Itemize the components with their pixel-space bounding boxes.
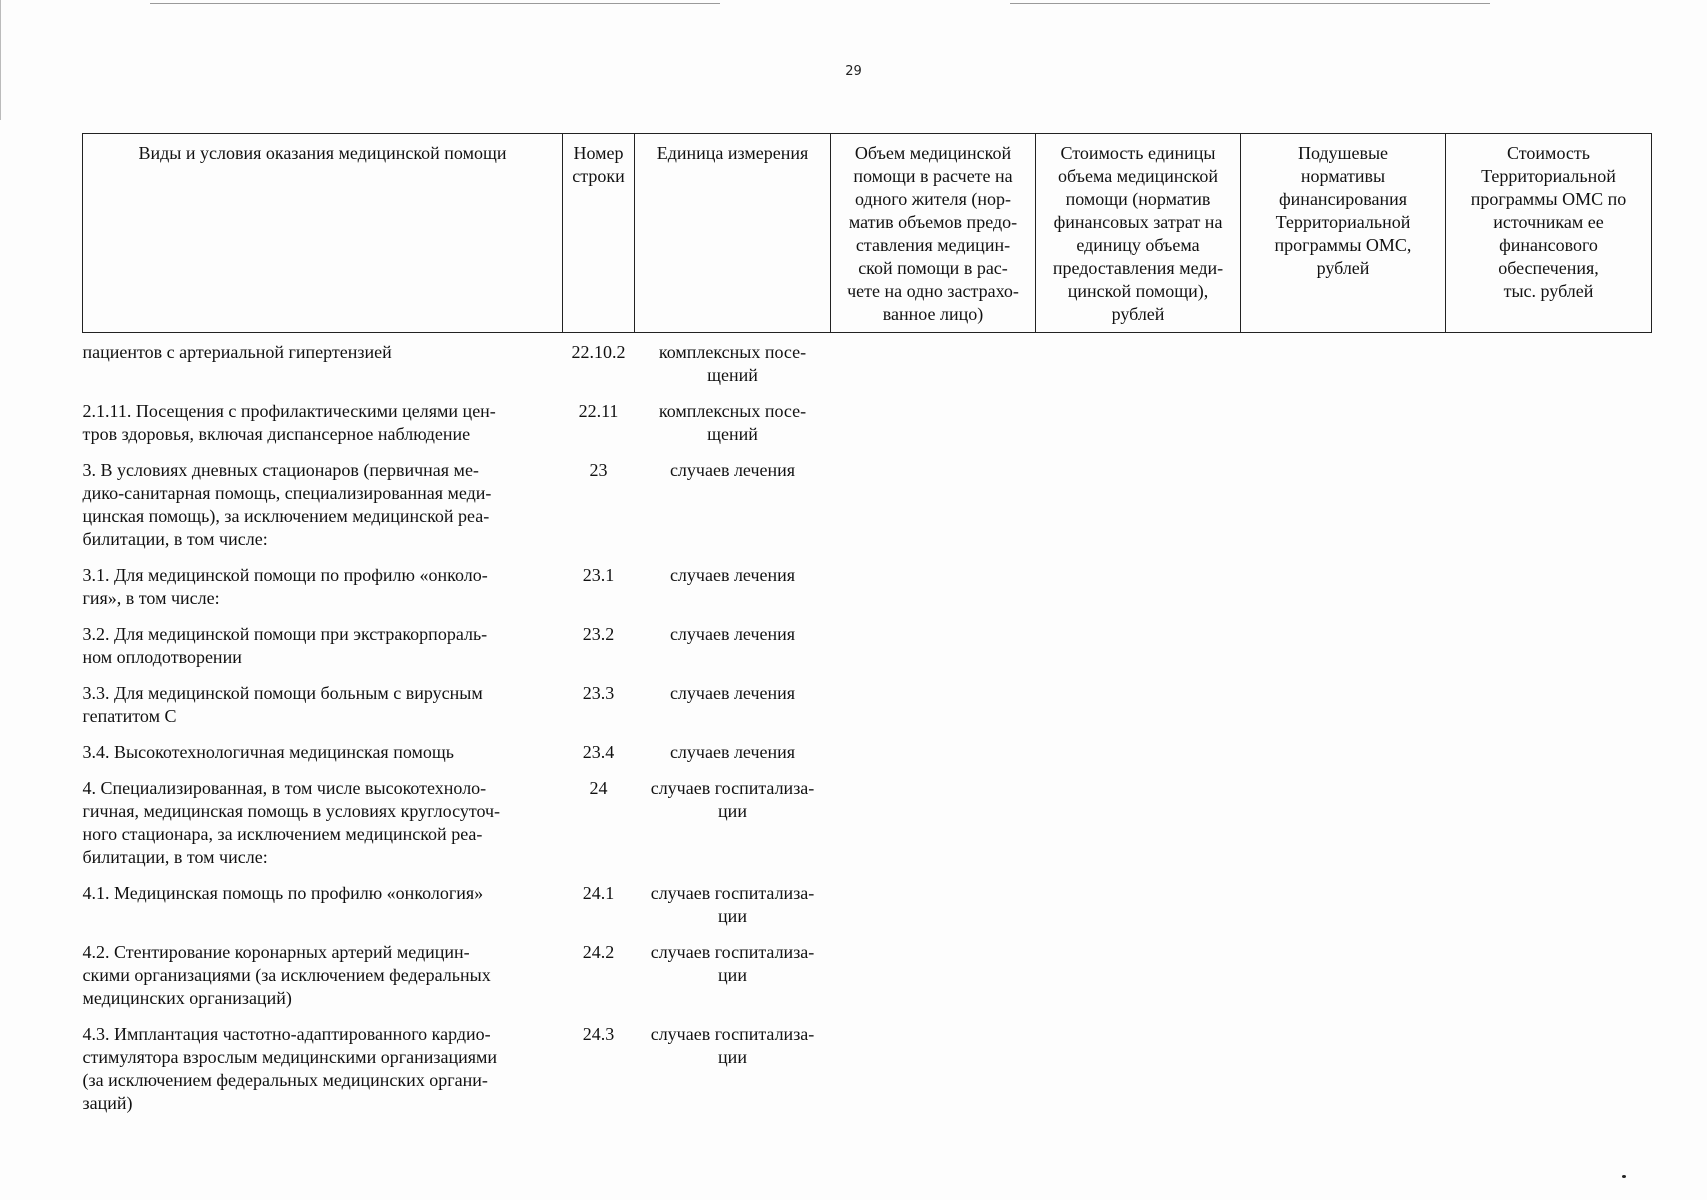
row-volume-cell: [831, 941, 1036, 1023]
row-program-cost-cell: [1446, 777, 1652, 882]
row-per-capita-cell: [1241, 623, 1446, 682]
text-line: помощи (норматив: [1065, 189, 1211, 209]
text-line: предоставления меди-: [1052, 258, 1224, 278]
row-number-cell: 23.2: [582, 624, 615, 644]
text-line: Подушевые: [1297, 143, 1389, 163]
text-line: обеспечения,: [1498, 258, 1599, 278]
row-volume-cell: [831, 459, 1036, 564]
text-line: ции: [718, 965, 747, 985]
row-unit-cell: [635, 333, 831, 401]
row-number-cell: 23.4: [582, 742, 615, 762]
text-line: билитации, в том числе:: [82, 529, 268, 549]
row-name-cell: [83, 682, 563, 741]
text-line: ванное лицо): [882, 304, 984, 324]
row-program-cost-cell: [1446, 1023, 1652, 1128]
row-unit-cost-cell: [1036, 333, 1241, 401]
row-unit-cost-cell: [1036, 777, 1241, 882]
text-line: ном оплодотворении: [82, 647, 242, 667]
table-row: [83, 564, 1652, 623]
text-line: 3.1. Для медицинской помощи по профилю «онколо-: [82, 565, 488, 585]
text-line: комплексных посе-: [658, 342, 807, 362]
text-line: Объем медицинской: [854, 143, 1012, 163]
row-name-cell: [83, 1023, 563, 1128]
text-line: единицу объема: [1076, 235, 1200, 255]
text-line: 3.3. Для медицинской помощи больным с вирусным: [82, 683, 483, 703]
row-volume-cell: [831, 564, 1036, 623]
row-volume-cell: [831, 400, 1036, 459]
row-program-cost-cell: [1446, 741, 1652, 777]
text-line: щений: [707, 424, 758, 444]
text-line: Виды и условия оказания медицинской помощи: [138, 143, 507, 163]
text-line: программы ОМС,: [1274, 235, 1412, 255]
row-per-capita-cell: [1241, 400, 1446, 459]
text-line: тыс. рублей: [1503, 281, 1594, 301]
row-program-cost-cell: [1446, 941, 1652, 1023]
row-unit-cost-cell: [1036, 941, 1241, 1023]
text-line: объема медицинской: [1057, 166, 1219, 186]
text-line: тров здоровья, включая диспансерное наблюдение: [82, 424, 471, 444]
row-unit-cost-cell: [1036, 1023, 1241, 1128]
text-line: 3.4. Высокотехнологичная медицинская помощь: [82, 742, 454, 762]
table-body: [83, 333, 1652, 1129]
text-line: ции: [718, 801, 747, 821]
row-per-capita-cell: [1241, 882, 1446, 941]
row-name-cell: [83, 400, 563, 459]
text-line: Стоимость: [1507, 143, 1590, 163]
row-unit-cell: [635, 941, 831, 1023]
row-unit-cost-cell: [1036, 882, 1241, 941]
text-line: 3.2. Для медицинской помощи при экстракорпораль-: [82, 624, 488, 644]
text-line: ции: [718, 1047, 747, 1067]
text-line: (за исключением федеральных медицинских органи-: [82, 1070, 488, 1090]
text-line: цинская помощь), за исключением медицинской реа-: [82, 506, 490, 526]
table-row: [83, 882, 1652, 941]
row-name-cell: [83, 564, 563, 623]
text-line: финансового: [1499, 235, 1598, 255]
text-line: пациентов с артериальной гипертензией: [82, 342, 392, 362]
row-program-cost-cell: [1446, 882, 1652, 941]
row-per-capita-cell: [1241, 941, 1446, 1023]
table-row: [83, 941, 1652, 1023]
row-unit-cost-cell: [1036, 564, 1241, 623]
text-line: щений: [707, 365, 758, 385]
text-line: гия», в том числе:: [82, 588, 220, 608]
text-line: ции: [718, 906, 747, 926]
table-row: [83, 623, 1652, 682]
row-per-capita-cell: [1241, 459, 1446, 564]
row-program-cost-cell: [1446, 564, 1652, 623]
row-unit-cost-cell: [1036, 682, 1241, 741]
header-unit-cost: [1036, 134, 1241, 333]
text-line: Номер: [573, 143, 624, 163]
text-line: Территориальной: [1481, 166, 1616, 186]
text-line: ской помощи в рас-: [858, 258, 1008, 278]
text-line: финансовых затрат на: [1053, 212, 1223, 232]
row-unit-cell: [635, 741, 831, 777]
text-line: гичная, медицинская помощь в условиях круглосуточ-: [82, 801, 501, 821]
row-number-cell: 24.1: [582, 883, 615, 903]
row-program-cost-cell: [1446, 400, 1652, 459]
row-unit-cost-cell: [1036, 623, 1241, 682]
row-unit-cost-cell: [1036, 741, 1241, 777]
text-line: рублей: [1111, 304, 1165, 324]
scan-line-left-edge: [0, 0, 1, 120]
header-per-capita-norms: [1241, 134, 1446, 333]
text-line: Стоимость единицы: [1060, 143, 1216, 163]
row-volume-cell: [831, 623, 1036, 682]
row-program-cost-cell: [1446, 682, 1652, 741]
row-unit-cell: [635, 777, 831, 882]
table-row: [83, 741, 1652, 777]
scan-speck: [1622, 1175, 1626, 1178]
row-unit-cell: [635, 459, 831, 564]
row-unit-cell: [635, 564, 831, 623]
text-line: Единица измерения: [656, 143, 809, 163]
text-line: случаев лечения: [669, 460, 796, 480]
row-unit-cell: [635, 882, 831, 941]
row-per-capita-cell: [1241, 741, 1446, 777]
scan-line-top-left: [150, 3, 720, 4]
table-header-row: [83, 134, 1652, 333]
text-line: матив объемов предо-: [848, 212, 1018, 232]
table-row: [83, 400, 1652, 459]
row-unit-cell: [635, 682, 831, 741]
row-number-cell: 22.10.2: [571, 342, 626, 362]
text-line: 4.3. Имплантация частотно-адаптированного кардио-: [82, 1024, 491, 1044]
row-name-cell: [83, 777, 563, 882]
table-row: [83, 682, 1652, 741]
row-per-capita-cell: [1241, 682, 1446, 741]
text-line: случаев лечения: [669, 624, 796, 644]
table-row: [83, 333, 1652, 401]
text-line: билитации, в том числе:: [82, 847, 268, 867]
text-line: 3. В условиях дневных стационаров (первичная ме-: [82, 460, 479, 480]
text-line: 4. Специализированная, в том числе высокотехноло-: [82, 778, 487, 798]
text-line: случаев госпитализа-: [650, 778, 815, 798]
text-line: строки: [572, 166, 625, 186]
text-line: случаев лечения: [669, 565, 796, 585]
text-line: случаев госпитализа-: [650, 942, 815, 962]
text-line: случаев лечения: [669, 683, 796, 703]
row-unit-cell: [635, 1023, 831, 1128]
text-line: 4.2. Стентирование коронарных артерий медицин-: [82, 942, 470, 962]
text-line: 2.1.11. Посещения с профилактическими целями цен-: [82, 401, 496, 421]
text-line: комплексных посе-: [658, 401, 807, 421]
text-line: заций): [82, 1093, 133, 1113]
text-line: рублей: [1316, 258, 1370, 278]
table-row: [83, 459, 1652, 564]
table-row: [83, 1023, 1652, 1128]
text-line: скими организациями (за исключением федеральных: [82, 965, 491, 985]
text-line: медицинских организаций): [82, 988, 292, 1008]
row-volume-cell: [831, 741, 1036, 777]
row-per-capita-cell: [1241, 333, 1446, 401]
row-name-cell: [83, 741, 563, 777]
row-name-cell: [83, 333, 563, 401]
text-line: случаев госпитализа-: [650, 1024, 815, 1044]
table-row: [83, 777, 1652, 882]
row-name-cell: [83, 623, 563, 682]
row-volume-cell: [831, 333, 1036, 401]
row-volume-cell: [831, 777, 1036, 882]
header-row-number: [563, 134, 635, 333]
row-number-cell: 24.3: [582, 1024, 615, 1044]
row-name-cell: [83, 882, 563, 941]
row-name-cell: [83, 941, 563, 1023]
text-line: помощи в расчете на: [853, 166, 1013, 186]
row-program-cost-cell: [1446, 459, 1652, 564]
row-number-cell: 23.3: [582, 683, 615, 703]
text-line: случаев лечения: [669, 742, 796, 762]
text-line: финансирования: [1279, 189, 1407, 209]
header-program-cost: [1446, 134, 1652, 333]
row-number-cell: 22.11: [578, 401, 619, 421]
header-care-types: [83, 134, 563, 333]
row-volume-cell: [831, 1023, 1036, 1128]
text-line: случаев госпитализа-: [650, 883, 815, 903]
row-number-cell: 24: [589, 778, 608, 798]
header-volume-per-resident: [831, 134, 1036, 333]
medical-care-table: [82, 133, 1652, 1128]
row-per-capita-cell: [1241, 1023, 1446, 1128]
row-unit-cost-cell: [1036, 400, 1241, 459]
row-unit-cell: [635, 623, 831, 682]
text-line: дико-санитарная помощь, специализированная меди-: [82, 483, 492, 503]
row-number-cell: 23.1: [582, 565, 615, 585]
row-volume-cell: [831, 882, 1036, 941]
row-unit-cost-cell: [1036, 459, 1241, 564]
row-program-cost-cell: [1446, 333, 1652, 401]
row-program-cost-cell: [1446, 623, 1652, 682]
row-per-capita-cell: [1241, 564, 1446, 623]
header-unit: [635, 134, 831, 333]
page-number: 29: [845, 64, 862, 79]
text-line: гепатитом С: [82, 706, 177, 726]
text-line: одного жителя (нор-: [854, 189, 1011, 209]
row-number-cell: 23: [589, 460, 608, 480]
text-line: цинской помощи),: [1067, 281, 1209, 301]
scan-line-top-right: [1010, 3, 1490, 4]
text-line: Территориальной: [1275, 212, 1411, 232]
row-name-cell: [83, 459, 563, 564]
row-number-cell: 24.2: [582, 942, 615, 962]
text-line: источникам ее: [1493, 212, 1604, 232]
text-line: чете на одно застрахо-: [847, 281, 1019, 301]
row-per-capita-cell: [1241, 777, 1446, 882]
text-line: программы ОМС по: [1470, 189, 1627, 209]
text-line: ного стационара, за исключением медицинской реа-: [82, 824, 483, 844]
text-line: 4.1. Медицинская помощь по профилю «онкология»: [82, 883, 484, 903]
text-line: стимулятора взрослым медицинскими организациями: [82, 1047, 498, 1067]
text-line: нормативы: [1300, 166, 1386, 186]
row-volume-cell: [831, 682, 1036, 741]
row-unit-cell: [635, 400, 831, 459]
text-line: ставления медицин-: [855, 235, 1011, 255]
